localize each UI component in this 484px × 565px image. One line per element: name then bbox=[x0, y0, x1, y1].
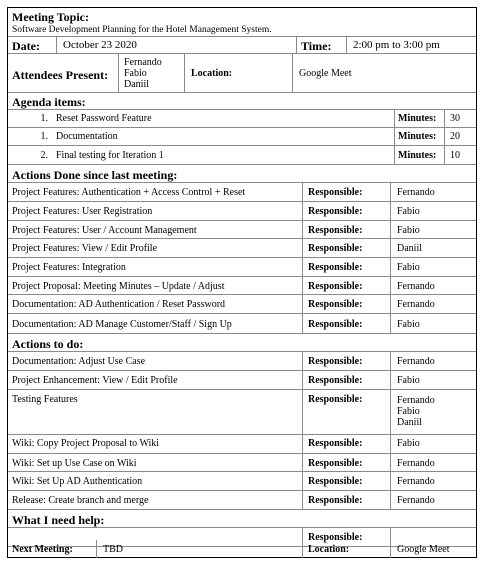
responsible-person: Daniil bbox=[390, 239, 476, 257]
date-label: Date: bbox=[12, 39, 40, 53]
attendees-list bbox=[118, 54, 184, 92]
responsible-person: Fernando bbox=[390, 472, 476, 490]
meeting-topic-row bbox=[8, 8, 476, 37]
agenda-minutes-label: Minutes: bbox=[394, 128, 444, 145]
done-action-row bbox=[8, 314, 476, 334]
agenda-item-text: Documentation bbox=[56, 131, 118, 142]
agenda-item-text: Final testing for Iteration 1 bbox=[56, 150, 164, 161]
todo-action-text: Release: Create branch and merge bbox=[12, 495, 149, 506]
responsible-person: Fabio bbox=[390, 202, 476, 220]
done-action-text: Documentation: AD Authentication / Reset Password bbox=[12, 299, 226, 310]
agenda-item-number: 2. bbox=[40, 150, 48, 161]
responsible-person: Fabio bbox=[390, 314, 476, 333]
next-meeting-row bbox=[8, 544, 476, 558]
todo-action-text: Wiki: Copy Project Proposal to Wiki bbox=[12, 438, 160, 449]
next-location-value: Google Meet bbox=[390, 540, 476, 558]
responsible-person: Fernando bbox=[390, 277, 476, 294]
actions-todo-heading: Actions to do: bbox=[12, 337, 84, 351]
done-action-row bbox=[8, 239, 476, 258]
meeting-minutes-document bbox=[7, 7, 477, 558]
agenda-item-text-cell bbox=[28, 146, 394, 164]
next-location-label: Location: bbox=[302, 540, 390, 558]
done-action-text: Documentation: AD Manage Customer/Staff / Sign Up bbox=[12, 319, 232, 330]
responsible-label: Responsible: bbox=[302, 454, 390, 471]
responsible-person: Fernando bbox=[390, 491, 476, 509]
actions-done-heading-row bbox=[8, 165, 476, 183]
done-action-row bbox=[8, 277, 476, 295]
responsible-label: Responsible: bbox=[302, 202, 390, 220]
next-meeting-label: Next Meeting: bbox=[12, 544, 73, 555]
time-value: 2:00 pm to 3:00 pm bbox=[346, 37, 476, 53]
agenda-item bbox=[8, 110, 476, 128]
responsible-person: Fabio bbox=[390, 258, 476, 276]
responsible-label: Responsible: bbox=[302, 371, 390, 389]
todo-action-row bbox=[8, 435, 476, 454]
responsible-label: Responsible: bbox=[302, 491, 390, 509]
done-action-row bbox=[8, 183, 476, 202]
todo-action-row bbox=[8, 491, 476, 510]
agenda-item-text-cell bbox=[28, 128, 394, 145]
date-value: October 23 2020 bbox=[56, 37, 296, 53]
todo-action-text: Project Enhancement: View / Edit Profile bbox=[12, 375, 178, 386]
responsible-person: Fernando bbox=[390, 183, 476, 201]
responsible-person: Fernando bbox=[390, 454, 476, 471]
agenda-item bbox=[8, 128, 476, 146]
todo-action-row bbox=[8, 472, 476, 491]
todo-action-row bbox=[8, 371, 476, 390]
done-action-text: Project Features: User Registration bbox=[12, 206, 153, 217]
responsible-person: Fabio bbox=[397, 406, 420, 417]
time-label: Time: bbox=[296, 37, 346, 53]
done-action-text: Project Features: Authentication + Access Control + Reset bbox=[12, 187, 246, 198]
agenda-item-text-cell bbox=[28, 110, 394, 127]
todo-action-text: Testing Features bbox=[12, 394, 78, 405]
agenda-minutes-value: 30 bbox=[444, 110, 476, 127]
todo-action-text: Wiki: Set up Use Case on Wiki bbox=[12, 458, 137, 469]
attendees-label: Attendees Present: bbox=[12, 68, 109, 82]
agenda-minutes-label: Minutes: bbox=[394, 110, 444, 127]
help-heading: What I need help: bbox=[12, 513, 105, 527]
agenda-item bbox=[8, 146, 476, 165]
done-action-text: Project Proposal: Meeting Minutes – Update / Adjust bbox=[12, 281, 225, 292]
agenda-minutes-label: Minutes: bbox=[394, 146, 444, 164]
agenda-heading-row bbox=[8, 93, 476, 110]
actions-todo-heading-row bbox=[8, 334, 476, 352]
agenda-item-number: 1. bbox=[40, 131, 48, 142]
done-action-row bbox=[8, 202, 476, 221]
responsible-label: Responsible: bbox=[302, 528, 390, 546]
actions-done-heading: Actions Done since last meeting: bbox=[12, 168, 178, 182]
responsible-person-list bbox=[390, 390, 476, 434]
done-action-row bbox=[8, 258, 476, 277]
date-time-row bbox=[8, 37, 476, 54]
done-action-text: Project Features: User / Account Management bbox=[12, 225, 197, 236]
attendee-name: Fabio bbox=[124, 68, 147, 79]
responsible-person: Fabio bbox=[390, 435, 476, 453]
todo-action-text: Wiki: Set Up AD Authentication bbox=[12, 476, 143, 487]
responsible-person: Fabio bbox=[390, 221, 476, 238]
attendee-name: Fernando bbox=[124, 57, 162, 68]
done-action-text: Project Features: View / Edit Profile bbox=[12, 243, 158, 254]
responsible-label: Responsible: bbox=[302, 277, 390, 294]
done-action-row bbox=[8, 221, 476, 239]
location-label: Location: bbox=[184, 54, 292, 92]
responsible-label: Responsible: bbox=[302, 314, 390, 333]
responsible-person: Fabio bbox=[390, 371, 476, 389]
meeting-topic-label: Meeting Topic: bbox=[12, 10, 89, 24]
attendee-name: Daniil bbox=[124, 79, 149, 90]
meeting-topic-value: Software Development Planning for the Hotel Management System. bbox=[12, 25, 272, 35]
location-value: Google Meet bbox=[292, 54, 476, 92]
agenda-heading: Agenda items: bbox=[12, 95, 86, 109]
responsible-label: Responsible: bbox=[302, 221, 390, 238]
responsible-label: Responsible: bbox=[302, 435, 390, 453]
attendees-row bbox=[8, 54, 476, 93]
done-action-row bbox=[8, 295, 476, 314]
todo-action-text: Documentation: Adjust Use Case bbox=[12, 356, 146, 367]
responsible-label: Responsible: bbox=[302, 258, 390, 276]
agenda-minutes-value: 20 bbox=[444, 128, 476, 145]
agenda-item-number: 1. bbox=[40, 113, 48, 124]
responsible-person: Fernando bbox=[397, 395, 435, 406]
todo-action-row bbox=[8, 390, 476, 435]
todo-action-row bbox=[8, 454, 476, 472]
next-meeting-value: TBD bbox=[96, 540, 302, 558]
responsible-label: Responsible: bbox=[302, 352, 390, 370]
help-heading-row bbox=[8, 510, 476, 528]
responsible-label: Responsible: bbox=[302, 295, 390, 313]
agenda-item-text: Reset Password Feature bbox=[56, 113, 152, 124]
responsible-person: Fernando bbox=[390, 295, 476, 313]
responsible-person: Fernando bbox=[390, 352, 476, 370]
responsible-label: Responsible: bbox=[302, 183, 390, 201]
responsible-label: Responsible: bbox=[302, 239, 390, 257]
done-action-text: Project Features: Integration bbox=[12, 262, 126, 273]
agenda-minutes-value: 10 bbox=[444, 146, 476, 164]
todo-action-row bbox=[8, 352, 476, 371]
responsible-label: Responsible: bbox=[302, 472, 390, 490]
responsible-label: Responsible: bbox=[302, 390, 390, 434]
responsible-person: Daniil bbox=[397, 417, 422, 428]
